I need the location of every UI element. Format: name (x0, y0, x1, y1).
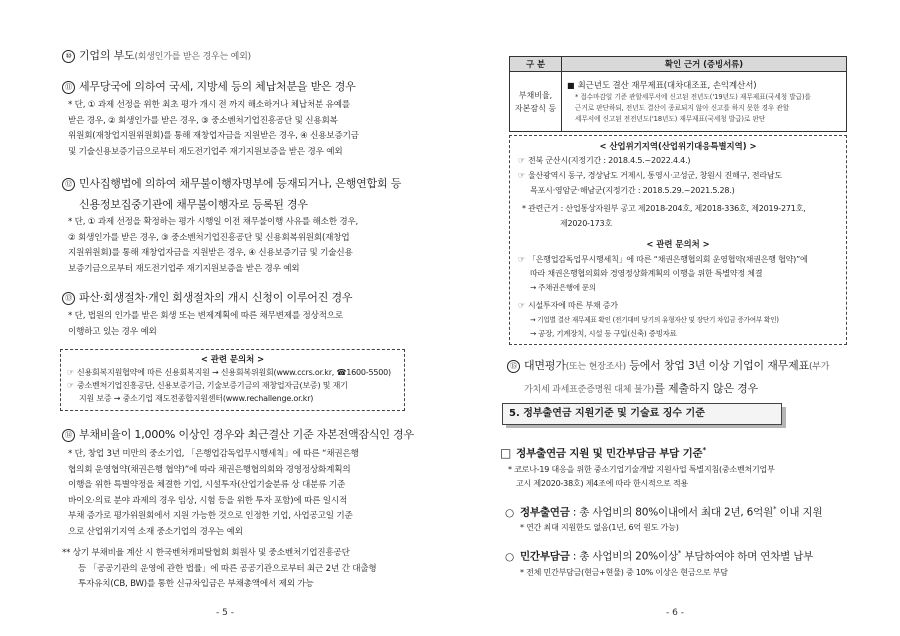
pointing-hand-icon: ☞ (518, 301, 525, 310)
section-5-title: 5. 정부출연금 지원기준 및 기술료 징수 기준 (502, 403, 782, 425)
item-14-number: ⑭ (62, 429, 75, 442)
pointing-hand-icon: ☞ (67, 381, 74, 390)
region-box-title: < 산업위기지역(산업위기대응특별지역) > (599, 141, 757, 151)
item-10-number: ⑩ (62, 50, 75, 63)
item-10-title: 기업의 부도 (79, 49, 135, 62)
item-15-number: ⑮ (507, 360, 520, 373)
item-13-title: 파산·회생절차·개인 회생절차의 개시 신청이 이루어진 경우 (79, 291, 353, 304)
private-contribution-note: * 전체 민간부담금(현금+현물) 중 10% 이상은 현금으로 부담 (520, 568, 728, 577)
page-number: - 6 - (666, 608, 684, 618)
square-bullet-icon: ■ (567, 80, 575, 90)
item-12-heading (62, 173, 401, 215)
circle-bullet-icon: ○ (505, 506, 514, 519)
item-12-number: ⑫ (62, 178, 75, 191)
region-box: < 산업위기지역(산업위기대응특별지역) > ☞ 전북 군산시(지정기간 : 2018.4.5.~2022.4.4.) ☞ 울산광역시 동구, 경상남도 거제시, 통영시·고성군, 창원시 진해구, 전라남도 목포시·영암군·해남군(지정기간 : 2018.5.29.~2021.5.28.) * 관련근거 : 산업통상자원부 공고 제2018-204호, 제2018-336호, 제2019-271호, 제2020-173호 < 관련 문의처 > ☞ 「은행업감독업무시행세칙」에 따른 “채권은행협의회 운영협약(채권은행 협약)”에 따라 채권은행협의회와 경영정상화계획의 이행을 위한 특별약정 체결 → 주채권은행에 문의 ☞ 시설투자에 따른 부채 증가 → 기업별 결산 재무제표 확인 (전기대비 당기의 유형자산 및 장단기 차입금 증가여부 확인) → 공장, 기계장치, 시설 등 구입(신축) 증빙자료 (509, 135, 847, 345)
item-14-heading (62, 427, 414, 443)
section-5-header (502, 403, 782, 424)
gov-contribution: ○ 정부출연금 : 총 사업비의 80%이내에서 최대 2년, 6억원* 이내 지원 (505, 505, 823, 519)
private-contribution: ○ 민간부담금 : 총 사업비의 20%이상* 부담하여야 하며 연차별 납부 (505, 549, 814, 563)
pointing-hand-icon: ☞ (518, 156, 525, 165)
circle-bullet-icon: ○ (505, 550, 514, 563)
item-13-number: ⑬ (62, 292, 75, 305)
subsection-heading: □ 정부출연금 지원 및 민간부담금 부담 기준* (500, 445, 706, 460)
pointing-hand-icon: ☞ (67, 368, 74, 377)
region-contact-title: < 관련 문의처 > (646, 239, 710, 249)
page-6 (450, 0, 900, 636)
item-14-title: 부채비율이 1,000% 이상인 경우와 최근결산 기준 자본전액잠식인 경우 (79, 428, 414, 441)
contact-box-title: < 관련 문의처 > (200, 354, 265, 364)
item-12-exceptions: * 단, ① 과제 선정을 확정하는 평가 시행일 이전 채무불이행 사유를 해소한 경우, ② 회생인가를 받은 경우, ③ 중소벤처기업진흥공단 및 신용회복위원회(재창업 지원위원회)를 통해 재창업자금을 지원받은 경우, ④ 신용보증기금 및 기술신용 보증기금으로부터 재도전기업주 재기지원보증을 받은 경우 예외 (68, 217, 359, 274)
item-12-title-line2: 신용정보집중기관에 채무불이행자로 등록된 경우 (79, 198, 308, 211)
item-11-heading (62, 79, 356, 95)
item-10-heading (62, 48, 251, 65)
item-15-heading: ⑮ 대면평가(또는 현장조사) 등에서 창업 3년 이상 기업이 재무제표(부가 가치세 과세표준증명원 대체 불가)를 제출하지 않은 경우 (507, 355, 829, 401)
pointing-hand-icon: ☞ (518, 255, 525, 264)
covid-note: * 코로나-19 대응을 위한 중소기업기술개발 지원사업 특별지침(중소벤처기업부 고시 제2020-38호) 제4조에 따라 한시적으로 적용 (508, 465, 775, 488)
item-14-exceptions: * 단, 창업 3년 미만의 중소기업, 「은행업감독업무시행세칙」에 따른 “채권은행 협의회 운영협약(채권은행 협약)”에 따라 채권은행협의회와 경영정상화계획의 이행을 위한 특별약정을 체결한 기업, 시설투자(산업기술분류 상 대분류 기준 바이오·의료 분야 과제의 경우 임상, 시험 등을 위한 투자 포함)에 따른 일시적 부채 증가로 평가위원회에서 지원 가능한 것으로 인정한 기업, 사업공고일 기준 으로 산업위기지역 소재 중소기업의 경우는 예외 (68, 449, 359, 537)
table-row-label: 부채비율, 자본잠식 등 (510, 72, 562, 132)
item-13-exceptions: * 단, 법원의 인가를 받은 회생 또는 변제계획에 따른 채무변제를 정상적으로 이행하고 있는 경우 예외 (68, 311, 343, 337)
pointing-hand-icon: ☞ (518, 171, 525, 180)
item-13-heading (62, 290, 352, 306)
table-row-evidence: ■ 최근년도 결산 재무제표(대차대조표, 손익계산서) * 접수마감일 기준 관할세무서에 신고된 전년도('19년도) 재무제표(국세청 발급)를 근거로 판단하되, 전년도 결산이 종료되지 않아 신고를 하지 못한 경우 관할 세무서에 신고된 전전년도('18년도) 재무제표(국세청 발급)로 판단 (562, 72, 847, 132)
certificate-table (509, 56, 847, 132)
page-number: - 5 - (216, 608, 234, 618)
item-11-title: 세무당국에 의하여 국세, 지방세 등의 체납처분을 받은 경우 (79, 80, 356, 93)
item-14-note: ** 상기 부채비율 계산 시 한국벤처캐피탈협회 회원사 및 중소벤처기업진흥공단 등 「공공기관의 운영에 관한 법률」에 따른 공공기관으로부터 최근 2년 간 대출형 투자유치(CB, BW)를 통한 신규차입금은 부채총액에서 제외 가능 (62, 548, 377, 590)
item-10-note: (회생인가를 받은 경우는 예외) (134, 52, 251, 62)
item-11-number: ⑪ (62, 81, 75, 94)
contact-box-left: < 관련 문의처 > ☞ 신용회복지원협약에 따른 신용회복지원 → 신용회복위원회(www.ccrs.or.kr, ☎1600-5500) ☞ 중소벤처기업진흥공단, 신용보증기금, 기술보증기금의 재창업자금(보증) 및 재기 지원 보증 → 중소기업 재도전종합지원센터(www.rechallenge.or.kr) (60, 349, 405, 411)
gov-contribution-note: * 연간 최대 지원한도 없음(1년, 6억 원도 가능) (520, 523, 679, 532)
item-11-exceptions: * 단, ① 과제 선정을 위한 최초 평가 개시 전 까지 해소하거나 체납처분 유예를 받은 경우, ② 회생인가를 받은 경우, ③ 중소벤처기업진흥공단 및 신용회복 위원회(재창업지원위원회)를 통해 재창업자금을 지원받은 경우, ④ 신용보증기금 및 기술신용보증기금으로부터 재도전기업주 재기지원보증을 받은 경우 예외 (68, 100, 359, 157)
table-header-category: 구 분 (510, 57, 562, 72)
square-outline-icon: □ (500, 445, 512, 460)
item-12-title-line1: 민사집행법에 의하여 채무불이행자명부에 등재되거나, 은행연합회 등 (79, 177, 402, 190)
table-header-evidence: 확인 근거 (증빙서류) (562, 57, 847, 72)
